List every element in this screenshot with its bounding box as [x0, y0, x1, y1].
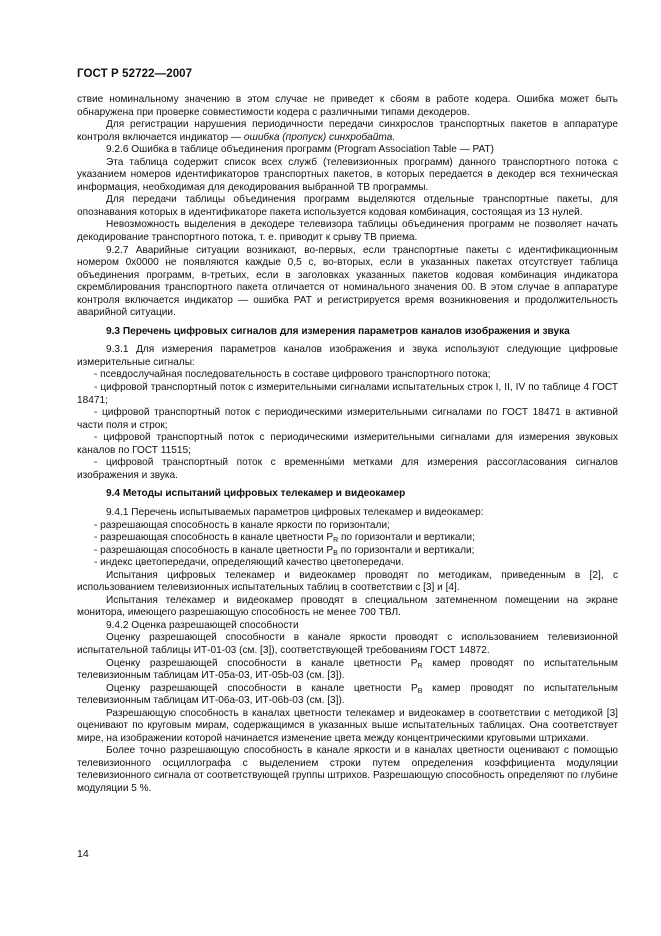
paragraph: Эта таблица содержит список всех служб (телевизионных программ) данного транспортного потока с указанием номеров идентификаторов транспортных пакетов, в которых передается в декодер вся техническая информация, необходимая для декодирования выбранной ТВ программы. — [77, 156, 618, 193]
document-header: ГОСТ Р 52722—2007 — [77, 68, 193, 80]
paragraph: ствие номинальному значению в этом случае не приведет к сбоям в работе кодера. Ошибка может быть обнаружена при проверке совместимости кодера с различными типами декодеров. — [77, 94, 618, 118]
indicator-name: ошибка (пропуск) синхробайта. — [243, 131, 396, 143]
paragraph: Испытания цифровых телекамер и видеокамер проводят по методикам, приведенным в [2], с использованием телевизионных испытательных таблиц в соответствии с [3] и [4]. — [77, 569, 618, 594]
paragraph: Разрешающую способность в каналах цветности телекамер и видеокамер в соответствии с методикой [3] оценивают по круговым мирам, содержащимся в указанных выше испытательных таблицах. Она соответствует мире, на изображении которой начинается изменение цвета между концентрическими круговыми штрихами. — [77, 707, 618, 744]
paragraph — [77, 683, 618, 708]
list-item: - цифровой транспортный поток с периодическими измерительными сигналами по ГОСТ 18471 в активной части поля и строк; — [77, 407, 618, 431]
subscript: B — [417, 687, 423, 695]
list-item: - псевдослучайная последовательность в составе цифрового транспортного потока; — [94, 369, 491, 381]
paragraph: 9.4.1 Перечень испытываемых параметров цифровых телекамер и видеокамер: — [106, 506, 484, 518]
list-item: - индекс цветопередачи, определяющий качество цветопередачи. — [94, 557, 404, 569]
paragraph-text: камер проводят по испытательным телевизионным таблицам ИТ-05а-03, ИТ-05b-03 (см. [3]). — [77, 657, 618, 682]
section-heading-9-3: 9.3 Перечень цифровых сигналов для измерения параметров каналов изображения и звука — [106, 325, 570, 337]
section-heading-9-4: 9.4 Методы испытаний цифровых телекамер и видеокамер — [106, 488, 406, 500]
paragraph: 9.2.7 Аварийные ситуации возникают, во-первых, если транспортные пакеты с идентификационным номером 0x0000 не появляются каждые 0,5 с, во-вторых, если в указанных пакетах отсутствует таблица объединения программ, в-третьих, если в заголовках указанных пакетов кодовая комбинация индикатора скремблирования транспортного пакета отличается от номинального значения 00. В этом случае в аппаратуре контроля включается индикатор — ошибка PAT и регистрируется время возникновения и продолжительность аварийной ситуации. — [77, 244, 618, 319]
list-item: - цифровой транспортный поток с периодическими измерительными сигналами для измерения звуковых каналов по ГОСТ 11515; — [77, 432, 618, 456]
paragraph — [77, 119, 618, 144]
list-item — [77, 532, 618, 545]
subscript: R — [333, 537, 339, 545]
list-item: - цифровой транспортный поток с измерительными сигналами испытательных строк I, II, IV по таблице 4 ГОСТ 18471; — [77, 382, 618, 406]
paragraph: Испытания телекамер и видеокамер проводят в специальном затемненном помещении на экране монитора, имеющего разрешающую способность не менее 700 ТВЛ. — [77, 594, 618, 619]
paragraph-text: Оценку разрешающей способности в канале цветности P — [106, 657, 418, 669]
paragraph — [77, 658, 618, 683]
list-text: по горизонтали и вертикали; — [337, 544, 475, 556]
paragraph: Более точно разрешающую способность в канале яркости и в каналах цветности оценивают с помощью телевизионного осциллографа с выделением строки путем определения коэффициента модуляции телевизионного сигнала от соответствующей группы штрихов. Разрешающую способность определяют по глубине модуляции 5 %. — [77, 745, 618, 794]
paragraph: 9.3.1 Для измерения параметров каналов изображения и звука используют следующие цифровые измерительные сигналы: — [77, 344, 618, 368]
paragraph-text: Оценку разрешающей способности в канале цветности P — [106, 682, 418, 694]
list-item — [77, 545, 618, 558]
subscript: B — [333, 549, 338, 557]
paragraph-text: камер проводят по испытательным телевизионным таблицам ИТ-06а-03, ИТ-06b-03 (см. [3]). — [77, 682, 618, 707]
list-text: - разрешающая способность в канале цветности P — [94, 544, 334, 556]
subscript: R — [417, 662, 423, 670]
list-text: - разрешающая способность в канале цветности P — [94, 532, 334, 544]
subsection-heading: 9.4.2 Оценка разрешающей способности — [106, 619, 299, 631]
subsection-heading: 9.2.6 Ошибка в таблице объединения программ (Program Association Table — PAT) — [106, 144, 495, 156]
paragraph: Невозможность выделения в декодере телевизора таблицы объединения программ не позволяет начать декодирование транспортного потока, т. е. приводит к срыву ТВ приема. — [77, 219, 618, 244]
paragraph: Для передачи таблицы объединения программ выделяются отдельные транспортные пакеты, для опознавания которых в идентификаторе пакета используется кодовая комбинация, состоящая из 13 нулей. — [77, 194, 618, 218]
paragraph-text: Для регистрации нарушения периодичности передачи синхрослов транспортных пакетов в аппаратуре контроля включается индикатор — — [77, 119, 618, 143]
document-body — [77, 94, 618, 796]
list-text: по горизонтали и вертикали; — [338, 532, 475, 544]
list-item: - цифровой транспортный поток с временны́ми метками для измерения рассогласования сигналов изображения и звука. — [77, 457, 618, 481]
list-item: - разрешающая способность в канале яркости по горизонтали; — [94, 519, 390, 531]
paragraph: Оценку разрешающей способности в канале яркости проводят с использованием телевизионной испытательной таблицы ИТ-01-03 (см. [3]), соответствующей требованиям ГОСТ 14872. — [77, 632, 618, 656]
page-number: 14 — [77, 848, 89, 860]
